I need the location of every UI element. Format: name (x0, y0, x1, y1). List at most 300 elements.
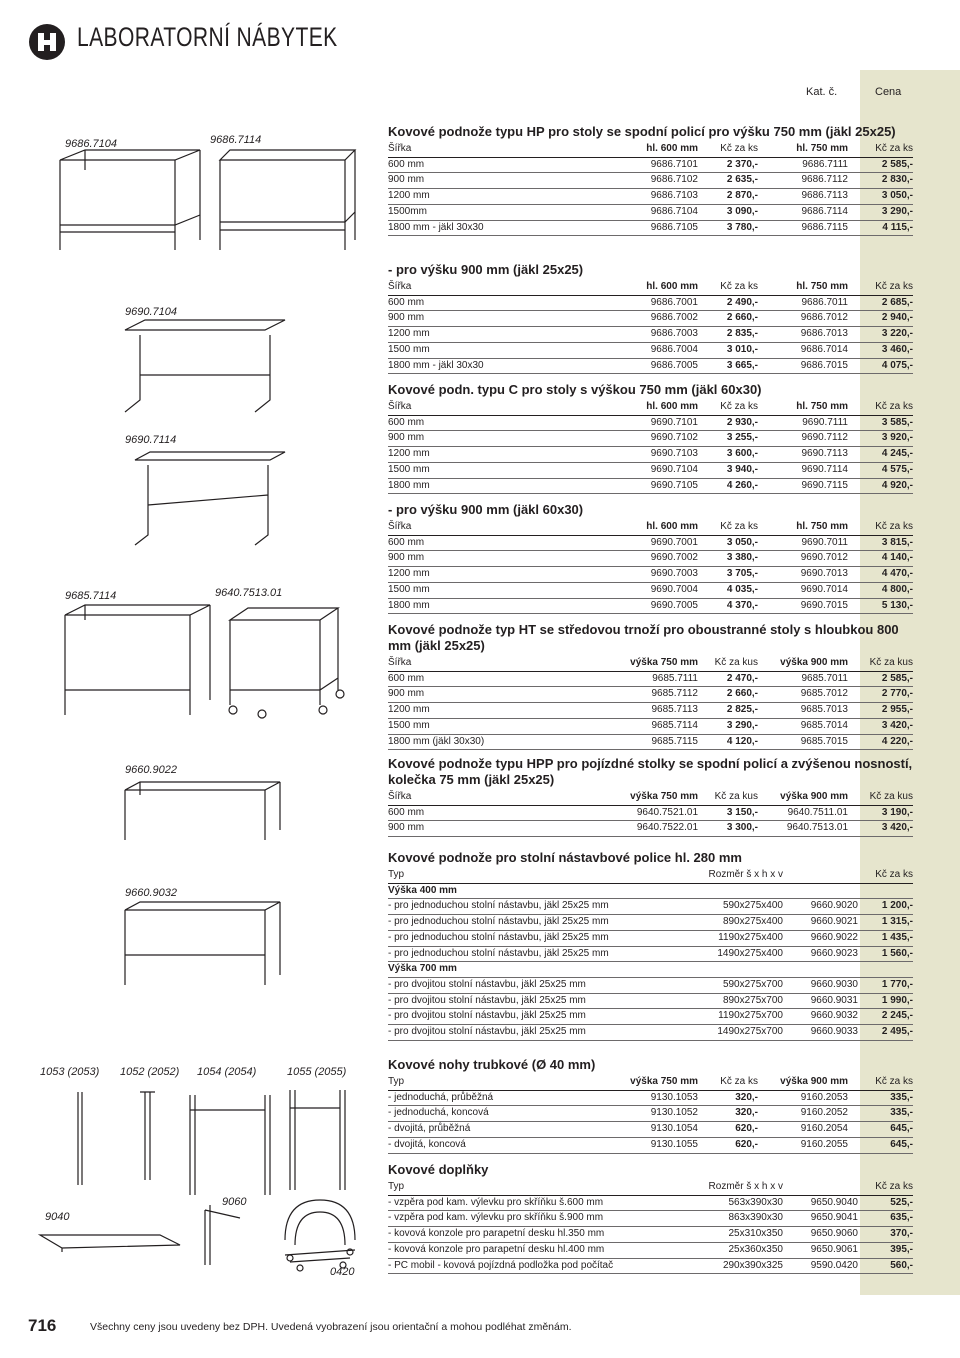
table-cell: Typ (388, 868, 658, 883)
table-row (388, 358, 913, 374)
table-cell: 3 150,- (698, 805, 758, 821)
table-header-row (388, 1075, 913, 1090)
table-cell: 9690.7115 (758, 478, 848, 494)
table-cell: - pro jednoduchou stolní nástavbu, jäkl 25x25 mm (388, 915, 658, 931)
table-cell: 3 940,- (698, 462, 758, 478)
table-group-row (388, 883, 913, 899)
table-header-row (388, 656, 913, 671)
table-cell: 1500mm (388, 204, 568, 220)
table-cell: Kč za ks (848, 520, 913, 535)
price-table (388, 1075, 913, 1154)
table-cell: 3 420,- (848, 821, 913, 837)
table-cell: 563x390x30 (658, 1195, 783, 1211)
table-cell: 25x360x350 (658, 1242, 783, 1258)
table-cell: 9686.7114 (758, 204, 848, 220)
table-cell: 900 mm (388, 173, 568, 189)
table-cell: 620,- (698, 1122, 758, 1138)
table-cell: 9160.2054 (758, 1122, 848, 1138)
table-row (388, 734, 913, 750)
table-cell: 3 460,- (848, 342, 913, 358)
table-cell: 9640.7521.01 (568, 805, 698, 821)
section-title: Kovové podnože typ HT se středovou trnoží pro oboustranné stoly s hloubkou 800 mm (jäkl 25x25) (388, 622, 899, 653)
table-cell: 9690.7003 (568, 567, 698, 583)
table-cell: Kč za kus (848, 790, 913, 805)
table-cell: 2 495,- (858, 1025, 913, 1041)
table-cell: Šířka (388, 656, 568, 671)
table-header-row (388, 868, 913, 883)
table-cell: Šířka (388, 280, 568, 295)
table-cell: Šířka (388, 520, 568, 535)
table-cell: 9686.7011 (758, 295, 848, 311)
table-cell: 9686.7113 (758, 189, 848, 205)
table-header-row (388, 790, 913, 805)
table-cell: Rozměr š x h x v (658, 1180, 783, 1195)
table-row (388, 899, 913, 915)
table-cell: výška 750 mm (568, 1075, 698, 1090)
price-section (388, 262, 913, 374)
table-cell: 9660.9022 (783, 930, 858, 946)
table-cell: 9130.1053 (568, 1090, 698, 1106)
table-cell: 600 mm (388, 157, 568, 173)
table-cell: 9690.7001 (568, 535, 698, 551)
table-cell: 9660.9032 (783, 1009, 858, 1025)
table-cell: 9685.7114 (568, 718, 698, 734)
table-cell: - kovová konzole pro parapetní desku hl.350 mm (388, 1227, 658, 1243)
ht-frame-drawing (65, 605, 210, 715)
table-header-row (388, 1180, 913, 1195)
table-row (388, 1106, 913, 1122)
table-cell: 9685.7015 (758, 734, 848, 750)
section-title: Kovové podn. typu C pro stoly s výškou 750 mm (jäkl 60x30) (388, 382, 762, 397)
table-cell: 9660.9023 (783, 946, 858, 962)
table-cell: Typ (388, 1075, 568, 1090)
table-cell: 4 800,- (848, 582, 913, 598)
table-cell: - pro dvojitou stolní nástavbu, jäkl 25x25 mm (388, 1025, 658, 1041)
table-cell: 9686.7112 (758, 173, 848, 189)
table-cell: 1200 mm (388, 703, 568, 719)
table-row (388, 431, 913, 447)
table-row (388, 220, 913, 236)
table-cell: 9685.7115 (568, 734, 698, 750)
table-cell: Kč za ks (858, 868, 913, 883)
table-cell: 600 mm (388, 535, 568, 551)
table-cell: 600 mm (388, 295, 568, 311)
table-cell: 9690.7112 (758, 431, 848, 447)
footer-note: Všechny ceny jsou uvedeny bez DPH. Uvedená vyobrazení jsou orientační a mohou podléhat změnám. (90, 1321, 572, 1333)
table-cell: 5 130,- (848, 598, 913, 614)
table-cell: 2 660,- (698, 687, 758, 703)
table-cell: 9686.7102 (568, 173, 698, 189)
table-cell: 9686.7001 (568, 295, 698, 311)
table-row (388, 157, 913, 173)
table-row (388, 1137, 913, 1153)
table-cell: Kč za ks (848, 1075, 913, 1090)
table-cell: 9160.2053 (758, 1090, 848, 1106)
table-cell: 3 665,- (698, 358, 758, 374)
table-cell: 9686.7103 (568, 189, 698, 205)
table-cell: 9690.7011 (758, 535, 848, 551)
table-row (388, 703, 913, 719)
table-cell: 1500 mm (388, 718, 568, 734)
table-cell: 4 260,- (698, 478, 758, 494)
table-row (388, 478, 913, 494)
table-cell: 9686.7101 (568, 157, 698, 173)
pc-mobile-drawing (285, 1200, 355, 1271)
table-cell: 9660.9030 (783, 977, 858, 993)
section-title: - pro výšku 900 mm (jäkl 60x30) (388, 502, 584, 517)
table-cell: 525,- (858, 1195, 913, 1211)
table-cell: 1490x275x400 (658, 946, 783, 962)
console-bracket-drawing (205, 1205, 240, 1265)
table-cell: - pro dvojitou stolní nástavbu, jäkl 25x25 mm (388, 977, 658, 993)
table-cell: - jednoduchá, průběžná (388, 1090, 568, 1106)
section-title: - pro výšku 900 mm (jäkl 25x25) (388, 262, 584, 277)
table-cell: 9160.2052 (758, 1106, 848, 1122)
table-cell: 9685.7013 (758, 703, 848, 719)
table-cell: 9690.7113 (758, 447, 848, 463)
table-cell: 1800 mm - jäkl 30x30 (388, 220, 568, 236)
table-row (388, 189, 913, 205)
table-cell: 560,- (858, 1258, 913, 1274)
table-cell: 9690.7002 (568, 551, 698, 567)
table-cell: 900 mm (388, 551, 568, 567)
table-cell: 3 705,- (698, 567, 758, 583)
product-label: 1052 (2052) (120, 1066, 180, 1078)
table-cell: Kč za ks (848, 400, 913, 415)
table-cell: Kč za kus (698, 790, 758, 805)
product-label: 9660.9032 (125, 887, 177, 899)
table-row (388, 535, 913, 551)
table-cell: Kč za kus (848, 656, 913, 671)
table-cell: hl. 600 mm (568, 400, 698, 415)
section-title: Kovové podnože pro stolní nástavbové police hl. 280 mm (388, 850, 742, 865)
table-header-row (388, 280, 913, 295)
product-label: 1054 (2054) (197, 1066, 257, 1078)
price-table (388, 656, 913, 750)
table-row (388, 930, 913, 946)
table-cell: 4 035,- (698, 582, 758, 598)
table-cell: Typ (388, 1180, 658, 1195)
table-cell: 890x275x400 (658, 915, 783, 931)
table-cell: 9686.7015 (758, 358, 848, 374)
section-title: Kovové podnože typu HPP pro pojízdné stolky se spodní policí a zvýšenou nosností, kolečka 75 mm (jäkl 25x25) (388, 756, 913, 787)
table-cell: 2 830,- (848, 173, 913, 189)
table-cell: 9590.0420 (783, 1258, 858, 1274)
table-cell: 9686.7012 (758, 311, 848, 327)
hp-frame-drawing-2 (220, 150, 355, 250)
table-cell: 3 290,- (698, 718, 758, 734)
table-row (388, 567, 913, 583)
table-cell: 1 315,- (858, 915, 913, 931)
table-cell: 3 600,- (698, 447, 758, 463)
table-row (388, 805, 913, 821)
table-cell: 1200 mm (388, 447, 568, 463)
product-label: 9040 (45, 1211, 70, 1223)
table-cell: 890x275x700 (658, 993, 783, 1009)
table-cell: 4 470,- (848, 567, 913, 583)
table-cell: 3 010,- (698, 342, 758, 358)
table-cell: 9690.7015 (758, 598, 848, 614)
table-cell: 2 585,- (848, 157, 913, 173)
table-cell: 9690.7102 (568, 431, 698, 447)
table-cell: 9650.9060 (783, 1227, 858, 1243)
table-cell: 3 780,- (698, 220, 758, 236)
table-cell: 9690.7105 (568, 478, 698, 494)
table-row (388, 311, 913, 327)
page-title: LABORATORNÍ NÁBYTEK (77, 22, 338, 52)
table-cell: Šířka (388, 790, 568, 805)
table-row (388, 204, 913, 220)
page-number: 716 (28, 1316, 57, 1335)
table-cell: 4 140,- (848, 551, 913, 567)
table-row (388, 462, 913, 478)
table-cell: 2 870,- (698, 189, 758, 205)
table-row (388, 582, 913, 598)
table-cell: 2 245,- (858, 1009, 913, 1025)
table-cell: 3 190,- (848, 805, 913, 821)
table-header-row (388, 400, 913, 415)
product-label: 9660.9022 (125, 764, 177, 776)
product-label: 1055 (2055) (287, 1066, 347, 1078)
table-row (388, 1025, 913, 1041)
table-cell: 9686.7004 (568, 342, 698, 358)
table-cell: 9686.7014 (758, 342, 848, 358)
table-row (388, 993, 913, 1009)
table-cell: 2 660,- (698, 311, 758, 327)
table-cell: 1 770,- (858, 977, 913, 993)
table-cell: 9660.9031 (783, 993, 858, 1009)
table-cell: 9160.2055 (758, 1137, 848, 1153)
table-cell: 3 255,- (698, 431, 758, 447)
table-cell: 900 mm (388, 311, 568, 327)
table-cell: hl. 600 mm (568, 520, 698, 535)
table-cell: 9650.9041 (783, 1211, 858, 1227)
product-label: 9685.7114 (65, 590, 117, 602)
shelf-frame-drawing-400 (125, 782, 280, 840)
table-cell: 4 920,- (848, 478, 913, 494)
table-cell: 1200 mm (388, 327, 568, 343)
table-cell: výška 750 mm (568, 656, 698, 671)
table-cell: 3 815,- (848, 535, 913, 551)
table-cell: 9690.7104 (568, 462, 698, 478)
sink-brace-drawing (40, 1235, 180, 1252)
section-title: Kovové podnože typu HP pro stoly se spodní policí pro výšku 750 mm (jäkl 25x25) (388, 124, 896, 139)
product-illustrations (0, 0, 380, 1300)
table-cell: 9640.7511.01 (758, 805, 848, 821)
table-cell: 9686.7013 (758, 327, 848, 343)
table-row (388, 415, 913, 431)
table-cell: - dvojitá, koncová (388, 1137, 568, 1153)
table-cell: 1200 mm (388, 189, 568, 205)
table-group-row (388, 962, 913, 978)
table-cell: 1800 mm - jäkl 30x30 (388, 358, 568, 374)
table-cell: 900 mm (388, 821, 568, 837)
table-cell: - jednoduchá, koncová (388, 1106, 568, 1122)
price-table (388, 400, 913, 494)
table-cell: 4 120,- (698, 734, 758, 750)
group-label: Výška 400 mm (388, 883, 913, 899)
table-cell: 900 mm (388, 687, 568, 703)
table-cell: 2 825,- (698, 703, 758, 719)
table-cell: 3 920,- (848, 431, 913, 447)
table-cell: 9690.7101 (568, 415, 698, 431)
table-cell: 2 370,- (698, 157, 758, 173)
table-cell: 9690.7004 (568, 582, 698, 598)
price-table (388, 280, 913, 374)
table-cell: 3 220,- (848, 327, 913, 343)
table-cell: Kč za ks (848, 142, 913, 157)
table-row (388, 687, 913, 703)
table-row (388, 977, 913, 993)
table-cell: hl. 600 mm (568, 142, 698, 157)
table-cell: 4 370,- (698, 598, 758, 614)
table-row (388, 1258, 913, 1274)
table-cell: Kč za ks (858, 1180, 913, 1195)
price-table (388, 868, 913, 1041)
product-label: 9690.7104 (125, 306, 177, 318)
table-row (388, 718, 913, 734)
table-cell: 1500 mm (388, 582, 568, 598)
table-cell: 3 420,- (848, 718, 913, 734)
price-section (388, 124, 913, 236)
table-cell: 4 075,- (848, 358, 913, 374)
table-cell: 9686.7104 (568, 204, 698, 220)
product-label: 0420 (330, 1266, 355, 1278)
table-cell: 2 585,- (848, 671, 913, 687)
table-cell: 2 930,- (698, 415, 758, 431)
table-cell: 320,- (698, 1106, 758, 1122)
table-cell: 620,- (698, 1137, 758, 1153)
table-row (388, 1122, 913, 1138)
table-cell: 3 300,- (698, 821, 758, 837)
table-row (388, 1211, 913, 1227)
table-cell: 395,- (858, 1242, 913, 1258)
table-cell: 9686.7003 (568, 327, 698, 343)
product-label: 1053 (2053) (40, 1066, 100, 1078)
table-cell: - pro jednoduchou stolní nástavbu, jäkl 25x25 mm (388, 930, 658, 946)
table-cell: 9690.7114 (758, 462, 848, 478)
table-cell: 335,- (848, 1090, 913, 1106)
table-cell: 635,- (858, 1211, 913, 1227)
table-cell: - pro dvojitou stolní nástavbu, jäkl 25x25 mm (388, 993, 658, 1009)
table-cell: 9690.7005 (568, 598, 698, 614)
table-cell: 1500 mm (388, 462, 568, 478)
table-cell: 590x275x700 (658, 977, 783, 993)
table-cell: 900 mm (388, 431, 568, 447)
table-cell: - kovová konzole pro parapetní desku hl.400 mm (388, 1242, 658, 1258)
table-cell: Kč za ks (698, 400, 758, 415)
table-row (388, 1009, 913, 1025)
table-cell: 9660.9021 (783, 915, 858, 931)
table-cell: 9640.7522.01 (568, 821, 698, 837)
product-label: 9060 (222, 1196, 247, 1208)
table-cell: 9685.7111 (568, 671, 698, 687)
table-cell (783, 1180, 858, 1195)
table-row (388, 946, 913, 962)
tube-legs-drawing (78, 1090, 345, 1195)
table-cell: 1 990,- (858, 993, 913, 1009)
table-cell: hl. 750 mm (758, 280, 848, 295)
table-row (388, 1090, 913, 1106)
table-cell: 645,- (848, 1122, 913, 1138)
table-cell: 9690.7013 (758, 567, 848, 583)
column-label-cena: Cena (875, 86, 902, 98)
table-row (388, 342, 913, 358)
table-cell: 1190x275x400 (658, 930, 783, 946)
table-cell: - dvojitá, průběžná (388, 1122, 568, 1138)
table-cell: 590x275x400 (658, 899, 783, 915)
table-cell: 9690.7014 (758, 582, 848, 598)
product-label: 9640.7513.01 (215, 587, 283, 599)
table-cell: 2 955,- (848, 703, 913, 719)
table-cell: 9686.7105 (568, 220, 698, 236)
shelf-frames-section (388, 850, 913, 1041)
table-cell: 335,- (848, 1106, 913, 1122)
table-cell: 9660.9020 (783, 899, 858, 915)
table-cell: 1800 mm (jäkl 30x30) (388, 734, 568, 750)
column-label-kat: Kat. č. (806, 86, 838, 98)
table-cell: - pro jednoduchou stolní nástavbu, jäkl 25x25 mm (388, 946, 658, 962)
table-cell: 9686.7002 (568, 311, 698, 327)
table-row (388, 295, 913, 311)
table-cell: 9685.7012 (758, 687, 848, 703)
table-cell: výška 900 mm (758, 656, 848, 671)
table-row (388, 598, 913, 614)
table-cell: 3 585,- (848, 415, 913, 431)
table-cell: 2 940,- (848, 311, 913, 327)
table-cell: 9130.1054 (568, 1122, 698, 1138)
table-cell: výška 750 mm (568, 790, 698, 805)
c-frame-drawing-2 (135, 452, 285, 545)
table-cell: 1200 mm (388, 567, 568, 583)
table-row (388, 671, 913, 687)
table-cell: 3 090,- (698, 204, 758, 220)
table-cell: 9690.7103 (568, 447, 698, 463)
table-cell: 1490x275x700 (658, 1025, 783, 1041)
table-row (388, 327, 913, 343)
table-cell: 4 115,- (848, 220, 913, 236)
table-cell (783, 868, 858, 883)
table-cell: 2 835,- (698, 327, 758, 343)
table-cell: 290x390x325 (658, 1258, 783, 1274)
table-cell: 9685.7011 (758, 671, 848, 687)
table-cell: Kč za kus (698, 656, 758, 671)
table-header-row (388, 142, 913, 157)
table-cell: 9660.9033 (783, 1025, 858, 1041)
table-row (388, 915, 913, 931)
price-table (388, 520, 913, 614)
section-title: Kovové nohy trubkové (Ø 40 mm) (388, 1057, 596, 1072)
table-cell: Kč za ks (698, 520, 758, 535)
c-frame-drawing (125, 320, 285, 412)
price-section (388, 502, 913, 614)
table-row (388, 447, 913, 463)
table-cell: - pro jednoduchou stolní nástavbu, jäkl 25x25 mm (388, 899, 658, 915)
table-header-row (388, 520, 913, 535)
table-cell: 600 mm (388, 671, 568, 687)
table-cell: 9640.7513.01 (758, 821, 848, 837)
table-cell: hl. 750 mm (758, 520, 848, 535)
table-row (388, 1242, 913, 1258)
table-row (388, 821, 913, 837)
table-cell: - vzpěra pod kam. výlevku pro skříňku š.900 mm (388, 1211, 658, 1227)
table-cell: Kč za ks (698, 142, 758, 157)
table-cell: Kč za ks (848, 280, 913, 295)
table-cell: 370,- (858, 1227, 913, 1243)
accessories-section (388, 1162, 913, 1274)
table-cell: 863x390x30 (658, 1211, 783, 1227)
table-cell: 1 435,- (858, 930, 913, 946)
